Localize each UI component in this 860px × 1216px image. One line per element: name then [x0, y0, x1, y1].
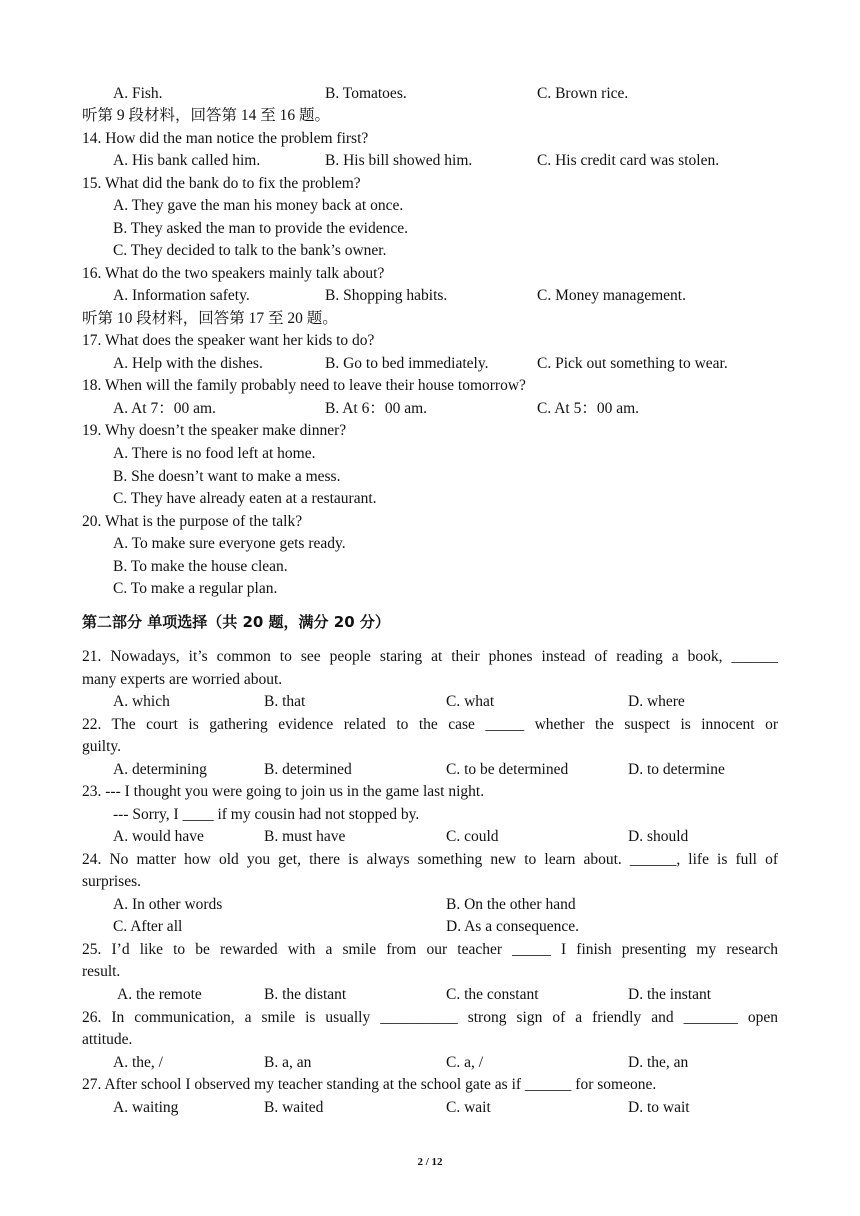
text-line [0, 218, 860, 240]
line-text: B. She doesn’t want to make a mess. [113, 468, 341, 485]
text-line [0, 781, 860, 803]
option-text: A. In other words [113, 896, 223, 913]
text-line [0, 353, 860, 375]
text-line [0, 375, 860, 397]
text-line [0, 871, 860, 893]
text-line [0, 691, 860, 713]
line-text: many experts are worried about. [82, 671, 283, 688]
page-number: 2 / 12 [417, 1156, 443, 1168]
line-text: A. To make sure everyone gets ready. [113, 535, 346, 552]
line-text: 17. What does the speaker want her kids to do? [82, 332, 375, 349]
line-text: 14. How did the man notice the problem first? [82, 130, 369, 147]
line-text: 24. No matter how old you get, there is always something new to learn about. ______, life is full of [82, 851, 778, 868]
text-line [0, 1029, 860, 1051]
option-text: B. determined [264, 761, 352, 778]
line-text: 23. --- I thought you were going to join us in the game last night. [82, 783, 485, 800]
option-text: A. Information safety. [113, 287, 250, 304]
option-text: C. could [446, 828, 499, 845]
line-text: 听第 10 段材料，回答第 17 至 20 题。 [82, 310, 338, 327]
option-text: A. His bank called him. [113, 152, 261, 169]
line-text: C. To make a regular plan. [113, 580, 278, 597]
text-line [0, 556, 860, 578]
line-text: 20. What is the purpose of the talk? [82, 513, 303, 530]
text-line [0, 195, 860, 217]
text-line [0, 984, 860, 1006]
text-line [0, 330, 860, 352]
option-text: A. Fish. [113, 85, 163, 102]
option-text: C. a, / [446, 1054, 484, 1071]
text-line [0, 826, 860, 848]
line-text: B. They asked the man to provide the evidence. [113, 220, 408, 237]
line-text: A. They gave the man his money back at once. [113, 197, 404, 214]
text-line [0, 533, 860, 555]
option-text: C. His credit card was stolen. [537, 152, 720, 169]
line-text: A. There is no food left at home. [113, 445, 316, 462]
text-line [0, 83, 860, 105]
text-line [0, 173, 860, 195]
option-text: C. After all [113, 918, 183, 935]
option-text: B. waited [264, 1099, 324, 1116]
line-text: C. They decided to talk to the bank’s owner. [113, 242, 387, 259]
line-text: 15. What did the bank do to fix the problem? [82, 175, 361, 192]
line-text: 21. Nowadays, it’s common to see people staring at their phones instead of reading a book, ______ [82, 648, 778, 665]
option-text: A. the remote [117, 986, 202, 1003]
option-text: B. Shopping habits. [325, 287, 448, 304]
option-text: B. Go to bed immediately. [325, 355, 489, 372]
line-text: 第二部分 单项选择（共 20 题，满分 20 分） [82, 613, 390, 631]
line-text: guilty. [82, 738, 122, 755]
option-text: A. the, / [113, 1054, 163, 1071]
option-text: C. the constant [446, 986, 539, 1003]
option-text: D. to determine [628, 761, 725, 778]
line-text: 27. After school I observed my teacher standing at the school gate as if ______ for someone. [82, 1076, 657, 1093]
text-line [0, 263, 860, 285]
line-text: attitude. [82, 1031, 133, 1048]
line-text: result. [82, 963, 121, 980]
text-line [0, 804, 860, 826]
text-line [0, 759, 860, 781]
text-line [0, 398, 860, 420]
text-line [0, 1052, 860, 1074]
option-text: B. At 6：00 am. [325, 400, 428, 417]
option-text: A. which [113, 693, 170, 710]
text-line [0, 849, 860, 871]
text-line [0, 308, 860, 330]
text-line [0, 443, 860, 465]
option-text: B. Tomatoes. [325, 85, 407, 102]
option-text: A. would have [113, 828, 204, 845]
text-line [0, 128, 860, 150]
option-text: B. the distant [264, 986, 347, 1003]
line-text: 16. What do the two speakers mainly talk about? [82, 265, 385, 282]
line-text: 26. In communication, a smile is usually __________ strong sign of a friendly and _______ open [82, 1009, 778, 1026]
text-line [0, 714, 860, 736]
line-text: 25. I’d like to be rewarded with a smile from our teacher _____ I finish presenting my research [82, 941, 778, 958]
option-text: A. At 7：00 am. [113, 400, 216, 417]
text-line [0, 669, 860, 691]
text-line [0, 285, 860, 307]
option-text: B. a, an [264, 1054, 312, 1071]
option-text: B. On the other hand [446, 896, 576, 913]
line-text: surprises. [82, 873, 141, 890]
text-line [0, 511, 860, 533]
text-line [0, 488, 860, 510]
line-text: --- Sorry, I ____ if my cousin had not stopped by. [113, 806, 420, 823]
option-text: B. that [264, 693, 306, 710]
option-text: C. Money management. [537, 287, 686, 304]
line-text: 18. When will the family probably need to leave their house tomorrow? [82, 377, 526, 394]
option-text: C. Pick out something to wear. [537, 355, 728, 372]
option-text: D. As a consequence. [446, 918, 579, 935]
text-line [0, 939, 860, 961]
option-text: C. wait [446, 1099, 491, 1116]
text-line [0, 736, 860, 758]
option-text: A. Help with the dishes. [113, 355, 263, 372]
option-text: C. Brown rice. [537, 85, 629, 102]
text-line [0, 578, 860, 600]
option-text: B. His bill showed him. [325, 152, 473, 169]
option-text: A. determining [113, 761, 207, 778]
option-text: D. should [628, 828, 689, 845]
line-text: B. To make the house clean. [113, 558, 288, 575]
option-text: A. waiting [113, 1099, 179, 1116]
line-text: C. They have already eaten at a restaurant. [113, 490, 377, 507]
text-line [0, 150, 860, 172]
option-text: C. At 5：00 am. [537, 400, 640, 417]
text-line [0, 961, 860, 983]
text-line [0, 1007, 860, 1029]
text-line [0, 1074, 860, 1096]
text-line [0, 105, 860, 127]
option-text: C. to be determined [446, 761, 569, 778]
text-line [0, 916, 860, 938]
line-text: 听第 9 段材料，回答第 14 至 16 题。 [82, 107, 331, 124]
option-text: D. the instant [628, 986, 712, 1003]
line-text: 22. The court is gathering evidence related to the case _____ whether the suspect is innocent or [82, 716, 778, 733]
line-text: 19. Why doesn’t the speaker make dinner? [82, 422, 347, 439]
section-heading [0, 611, 860, 633]
text-line [0, 894, 860, 916]
option-text: C. what [446, 693, 495, 710]
text-line [0, 466, 860, 488]
text-line [0, 646, 860, 668]
text-line [0, 240, 860, 262]
option-text: D. the, an [628, 1054, 689, 1071]
option-text: D. where [628, 693, 685, 710]
text-line [0, 420, 860, 442]
text-line [0, 1097, 860, 1119]
option-text: D. to wait [628, 1099, 690, 1116]
option-text: B. must have [264, 828, 346, 845]
